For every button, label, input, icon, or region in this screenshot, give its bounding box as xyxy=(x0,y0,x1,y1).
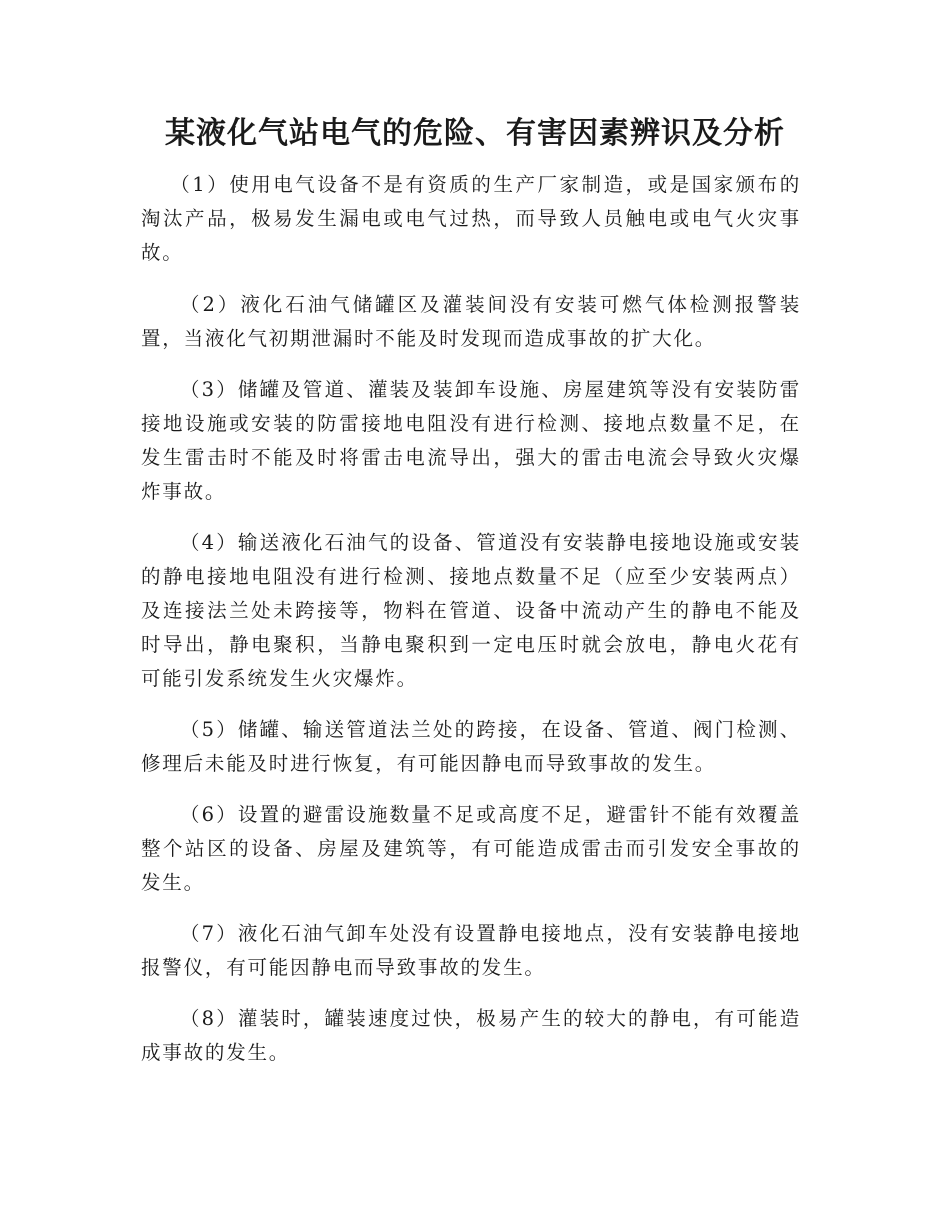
document-title: 某液化气站电气的危险、有害因素辨识及分析 xyxy=(165,116,785,151)
paragraph-4: （4）输送液化石油气的设备、管道没有安装静电接地设施或安装的静电接地电阻没有进行检测、接地点数量不足（应至少安装两点）及连接法兰处未跨接等，物料在管道、设备中流动产生的静电不能及时导出，静电聚积，当静电聚积到一定电压时就会放电，静电火花有可能引发系统发生火灾爆炸。 xyxy=(141,531,801,690)
paragraph-1: （1）使用电气设备不是有资质的生产厂家制造，或是国家颁布的淘汰产品，极易发生漏电或电气过热，而导致人员触电或电气火灾事故。 xyxy=(141,173,801,264)
paragraph-3: （3）储罐及管道、灌装及装卸车设施、房屋建筑等没有安装防雷接地设施或安装的防雷接地电阻没有进行检测、接地点数量不足，在发生雷击时不能及时将雷击电流导出，强大的雷击电流会导致火灾爆炸事故。 xyxy=(141,378,801,503)
document-body xyxy=(141,168,801,1087)
paragraph-2: （2）液化石油气储罐区及灌装间没有安装可燃气体检测报警装置，当液化气初期泄漏时不能及时发现而造成事故的扩大化。 xyxy=(141,293,801,350)
paragraph-6: （6）设置的避雷设施数量不足或高度不足，避雷针不能有效覆盖整个站区的设备、房屋及建筑等，有可能造成雷击而引发安全事故的发生。 xyxy=(141,803,801,894)
paragraph-5: （5）储罐、输送管道法兰处的跨接，在设备、管道、阀门检测、修理后未能及时进行恢复，有可能因静电而导致事故的发生。 xyxy=(141,718,801,775)
paragraph-7: （7）液化石油气卸车处没有设置静电接地点，没有安装静电接地报警仪，有可能因静电而导致事故的发生。 xyxy=(141,922,801,979)
paragraph-8: （8）灌装时，罐装速度过快，极易产生的较大的静电，有可能造成事故的发生。 xyxy=(141,1007,801,1064)
